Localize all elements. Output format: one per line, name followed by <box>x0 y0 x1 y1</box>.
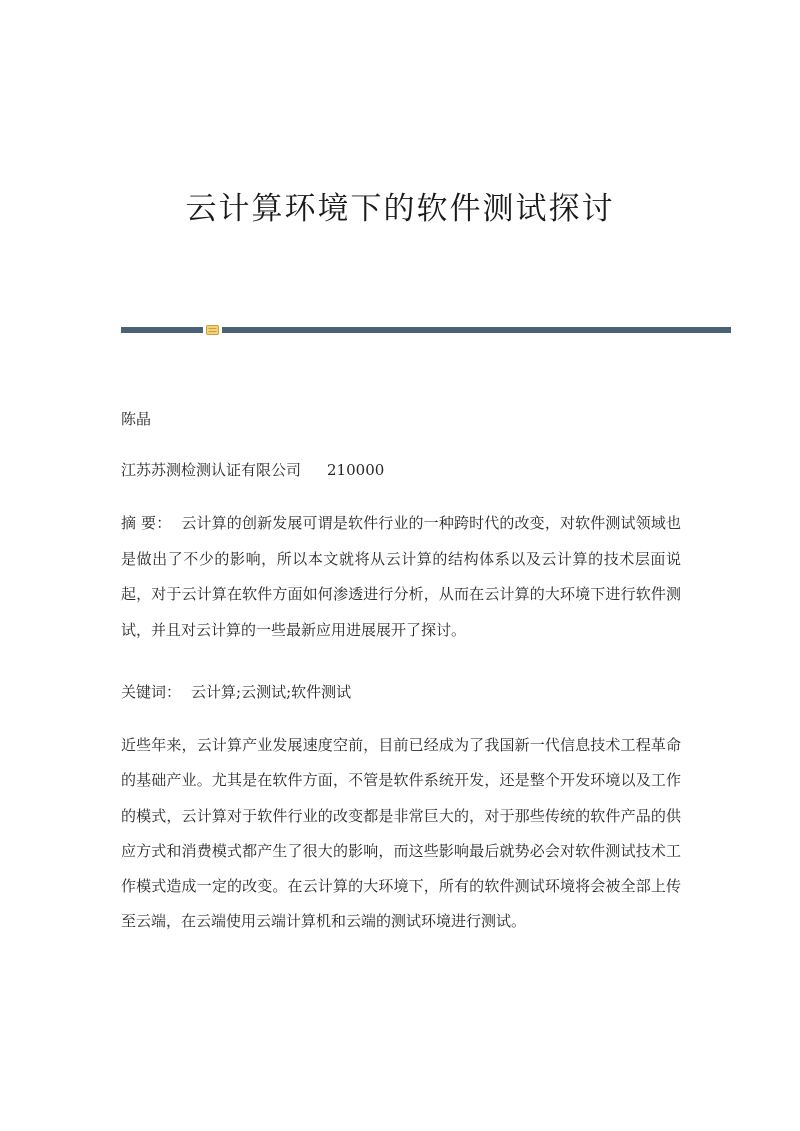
body-paragraph: 近些年来，云计算产业发展速度空前，目前已经成为了我国新一代信息技术工程革命的基础产业。尤其是在软件方面，不管是软件系统开发，还是整个开发环境以及工作的模式，云计算对于软件行业的改变都是非常巨大的，对于那些传统的软件产品的供应方式和消费模式都产生了很大的影响，而这些影响最后就势必会对软件测试技术工作模式造成一定的改变。在云计算的大环境下，所有的软件测试环境将会被全部上传至云端，在云端使用云端计算机和云端的测试环境进行测试。 <box>121 736 681 931</box>
keywords-text: 云计算;云测试;软件测试 <box>191 683 352 701</box>
postal-code: 210000 <box>327 461 385 479</box>
abstract-label: 摘 要： <box>121 514 172 532</box>
author-name: 陈晶 <box>121 410 152 428</box>
keywords-label: 关键词： <box>121 683 182 701</box>
divider-bar-right <box>222 327 731 333</box>
affiliation-name: 江苏苏测检测认证有限公司 <box>121 461 302 479</box>
abstract <box>121 506 681 648</box>
abstract-text: 云计算的创新发展可谓是软件行业的一种跨时代的改变，对软件测试领域也是做出了不少的影响，所以本文就将从云计算的结构体系以及云计算的技术层面说起，对于云计算在软件方面如何渗透进行分析，从而在云计算的大环境下进行软件测试，并且对云计算的一些最新应用进展展开了探讨。 <box>121 514 681 639</box>
divider-ornament-icon <box>206 325 219 335</box>
divider-bar-left <box>121 327 203 333</box>
keywords <box>121 680 681 704</box>
title-divider <box>121 326 731 334</box>
document-title: 云计算环境下的软件测试探讨 <box>185 191 615 227</box>
author-affiliation <box>121 458 681 482</box>
